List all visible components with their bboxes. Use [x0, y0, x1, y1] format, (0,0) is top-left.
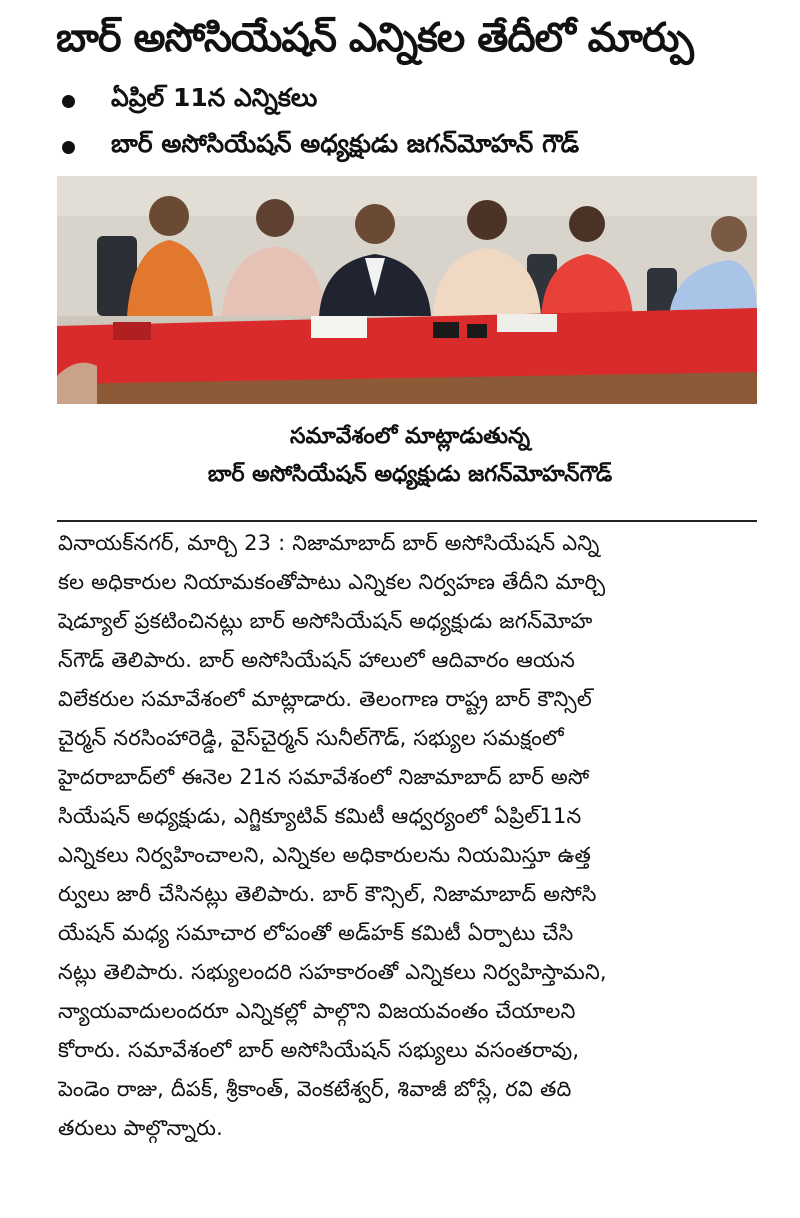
article-line: ఎన్నికలు నిర్వహించాలని, ఎన్నికల అధికారులను నియమిస్తూ ఉత్త — [58, 843, 592, 867]
article-line: ర్వులు జారీ చేసినట్లు తెలిపారు. బార్ కౌన్సిల్, నిజామాబాద్ అసోసి — [58, 882, 597, 906]
article-line: కోరారు. సమావేశంలో బార్ అసోసియేషన్ సభ్యులు వసంతరావు, — [58, 1038, 580, 1062]
bullet-item — [56, 124, 776, 170]
photo-caption — [120, 418, 700, 494]
article-line: సియేషన్ అధ్యక్షుడు, ఎగ్జిక్యూటివ్ కమిటీ ఆధ్వర్యంలో ఏప్రిల్11న — [58, 804, 582, 828]
bullet-text: ఏప్రిల్ 11న ఎన్నికలు — [111, 83, 318, 112]
article-line: నట్లు తెలిపారు. సభ్యులందరి సహకారంతో ఎన్నికలు నిర్వహిస్తామని, — [58, 960, 607, 984]
caption-line: బార్ అసోసియేషన్ అధ్యక్షుడు జగన్‌మోహన్‌గౌడ్ — [207, 462, 613, 487]
article-body — [58, 524, 758, 1148]
press-meet-photo — [57, 176, 757, 404]
article-line: పెండెం రాజు, దీపక్, శ్రీకాంత్, వెంకటేశ్వర్, శివాజీ బోస్లే, రవి తది — [58, 1077, 572, 1101]
bullet-item — [56, 78, 776, 124]
article-line: న్యాయవాదులందరూ ఎన్నికల్లో పాల్గొని విజయవంతం చేయాలని — [58, 999, 576, 1023]
headline: బార్ అసోసియేషన్ ఎన్నికల తేదీలో మార్పు — [56, 15, 693, 61]
photo-illustration — [57, 176, 757, 404]
article-line: విలేకరుల సమావేశంలో మాట్లాడారు. తెలంగాణ రాష్ట్ర బార్ కౌన్సిల్ — [58, 687, 592, 711]
article-line: కల అధికారుల నియామకంతోపాటు ఎన్నికల నిర్వహణ తేదీని మార్చి — [58, 570, 606, 594]
article-line: న్‌గౌడ్ తెలిపారు. బార్ అసోసియేషన్ హాలులో ఆదివారం ఆయన — [58, 648, 576, 672]
bullet-dot-icon — [62, 141, 75, 154]
caption-line: సమావేశంలో మాట్లాడుతున్న — [290, 424, 530, 449]
bullet-list — [56, 78, 776, 170]
article-line: తరులు పాల్గొన్నారు. — [58, 1116, 224, 1140]
article-line: హైదరాబాద్‌లో ఈనెల 21న సమావేశంలో నిజామాబాద్ బార్ అసో — [58, 765, 590, 789]
bullet-dot-icon — [62, 95, 75, 108]
article-line: యేషన్ మధ్య సమాచార లోపంతో అడ్‌హక్ కమిటీ ఏర్పాటు చేసి — [58, 921, 574, 945]
article-line: చైర్మన్ నరసింహారెడ్డి, వైస్‌చైర్మన్ సునీల్‌గౌడ్, సభ్యుల సమక్షంలో — [58, 726, 564, 750]
article-line: షెడ్యూల్ ప్రకటించినట్లు బార్ అసోసియేషన్ అధ్యక్షుడు జగన్‌మోహ — [58, 609, 593, 633]
bullet-text: బార్ అసోసియేషన్ అధ్యక్షుడు జగన్‌మోహన్ గౌడ్ — [111, 129, 580, 158]
caption-divider — [57, 520, 757, 522]
article-line: వినాయక్‌నగర్, మార్చి 23 : నిజామాబాద్ బార్ అసోసియేషన్ ఎన్ని — [58, 531, 600, 555]
